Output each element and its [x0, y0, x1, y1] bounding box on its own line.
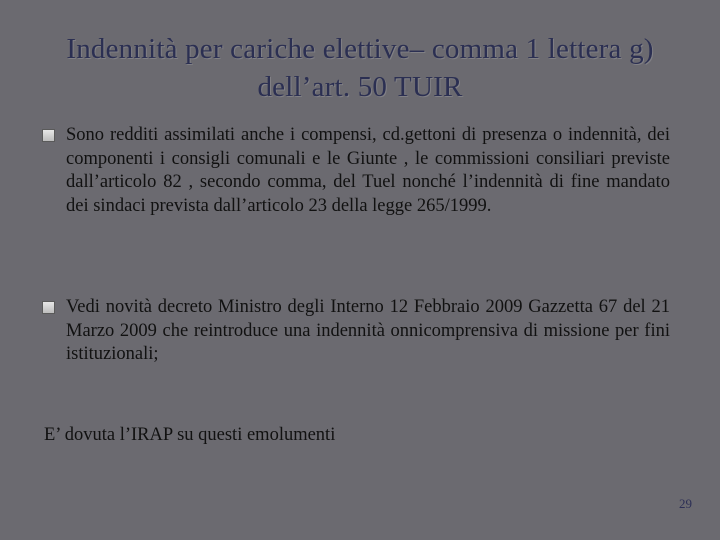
bullet-text: Sono redditi assimilati anche i compensi, cd.gettoni di presenza o indennità, dei componenti i consigli comunali e le Giunte , le commissioni consiliari previste dall’articolo 82 , secondo comma, del Tuel nonché l’indennità di fine mandato dei sindaci prevista dall’articolo 23 della legge 265/1999.	[66, 125, 670, 216]
slide-number: 29	[679, 496, 692, 511]
checkbox-square-icon	[42, 129, 55, 142]
irap-note: E’ dovuta l’IRAP su questi emolumenti	[44, 425, 336, 445]
bullet-item	[42, 296, 670, 367]
bullet-text: Vedi novità decreto Ministro degli Interno 12 Febbraio 2009 Gazzetta 67 del 21 Marzo 2009 che reintroduce una indennità onnicomprensiva di missione per fini istituzionali;	[66, 297, 670, 364]
bullet-item	[42, 124, 670, 218]
slide-title: Indennità per cariche elettive– comma 1 lettera g) dell’art. 50 TUIR	[66, 33, 654, 103]
checkbox-square-icon	[42, 301, 55, 314]
